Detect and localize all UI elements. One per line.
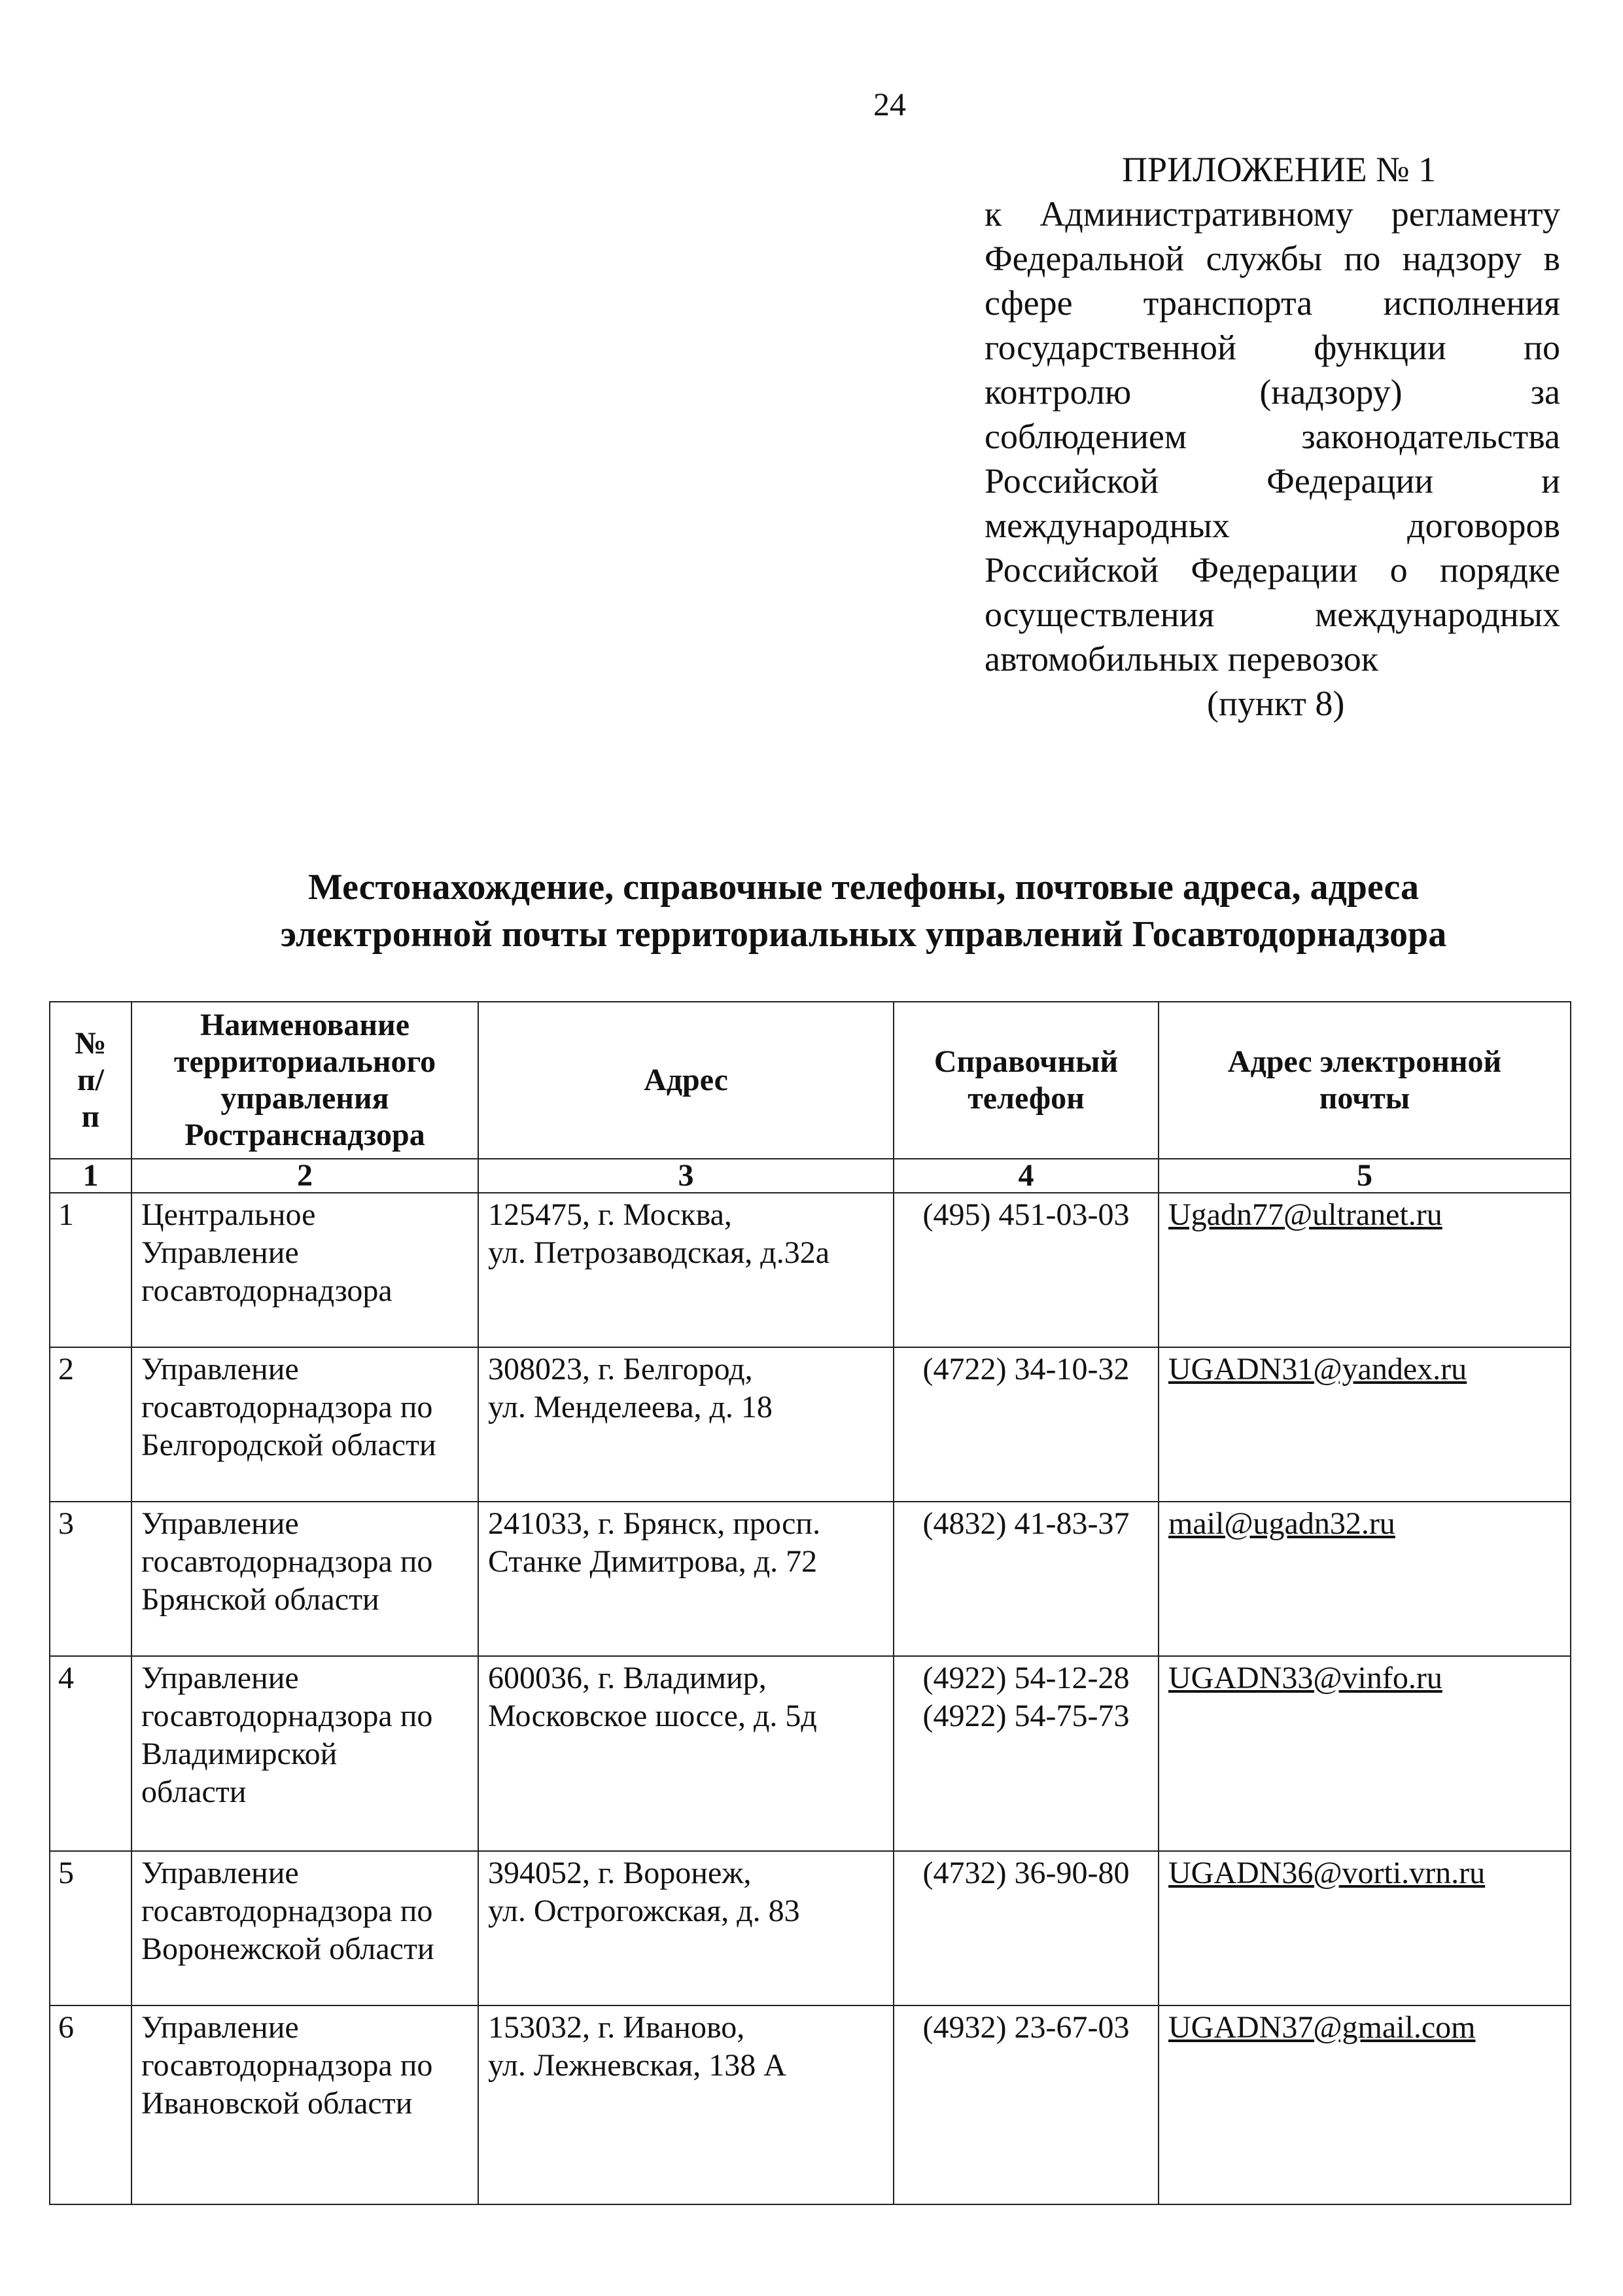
appendix-line: государственной функции по [985,328,1560,367]
offices-table [49,1001,1571,2205]
row-number: 3 [50,1502,131,1656]
office-address: 153032, г. Иваново, ул. Лежневская, 138 А [478,2005,894,2204]
column-number: 4 [894,1159,1159,1193]
appendix-line: сфере транспорта исполнения [985,283,1560,323]
row-number: 5 [50,1851,131,2005]
header-address: Адрес [478,1002,894,1159]
office-name: Управление госавтодорнадзора по Владимирской области [131,1656,478,1851]
office-name: Центральное Управление госавтодорнадзора [131,1193,478,1347]
office-email-link[interactable]: UGADN33@vinfo.ru [1168,1661,1442,1695]
column-number: 2 [131,1159,478,1193]
row-number: 1 [50,1193,131,1347]
appendix-line: Российской Федерации и [985,461,1560,501]
office-email-link[interactable]: UGADN36@vorti.vrn.ru [1168,1856,1486,1890]
office-address: 241033, г. Брянск, просп. Станке Димитрова, д. 72 [478,1502,894,1656]
document-title-line: электронной почты территориальных управлений Госавтодорнадзора [280,914,1447,955]
appendix-line: контролю (надзору) за [985,372,1560,412]
table-row [50,1656,1571,1851]
document-title [249,864,1478,958]
header-email: Адрес электронной почты [1159,1002,1571,1159]
office-email-link[interactable]: Ugadn77@ultranet.ru [1168,1197,1442,1232]
office-phone: (4922) 54-12-28 (4922) 54-75-73 [894,1656,1159,1851]
office-email-cell [1159,1656,1571,1851]
column-number: 5 [1159,1159,1571,1193]
office-email-cell [1159,1347,1571,1502]
office-phone: (495) 451-03-03 [894,1193,1159,1347]
header-number: № п/ п [50,1002,131,1159]
table-row [50,1347,1571,1502]
appendix-line: осуществления международных [985,595,1560,634]
appendix-title: ПРИЛОЖЕНИЕ № 1 [1122,150,1437,189]
office-address: 600036, г. Владимир, Московское шоссе, д. 5д [478,1656,894,1851]
table-row [50,1851,1571,2005]
office-name: Управление госавтодорнадзора по Ивановской области [131,2005,478,2204]
office-address: 308023, г. Белгород, ул. Менделеева, д. 18 [478,1347,894,1502]
appendix-line: соблюдением законодательства [985,417,1560,456]
office-email-link[interactable]: UGADN31@yandex.ru [1168,1352,1467,1386]
row-number: 6 [50,2005,131,2204]
table-header-row [50,1002,1571,1159]
office-name: Управление госавтодорнадзора по Белгородской области [131,1347,478,1502]
column-number: 3 [478,1159,894,1193]
office-phone: (4932) 23-67-03 [894,2005,1159,2204]
office-email-cell [1159,1193,1571,1347]
column-number: 1 [50,1159,131,1193]
office-email-cell [1159,2005,1571,2204]
office-name: Управление госавтодорнадзора по Брянской области [131,1502,478,1656]
table-row [50,1502,1571,1656]
column-number-row [50,1159,1571,1193]
office-phone: (4732) 36-90-80 [894,1851,1159,2005]
header-name: Наименование территориального управления Ространснадзора [131,1002,478,1159]
document-title-line: Местонахождение, справочные телефоны, почтовые адреса, адреса [307,867,1420,908]
office-phone: (4722) 34-10-32 [894,1347,1159,1502]
office-address: 125475, г. Москва, ул. Петрозаводская, д.32а [478,1193,894,1347]
office-email-cell [1159,1851,1571,2005]
office-email-cell [1159,1502,1571,1656]
appendix-line: международных договоров [985,506,1560,545]
table-row [50,2005,1571,2204]
appendix-line: к Административному регламенту [985,194,1560,234]
office-email-link[interactable]: UGADN37@gmail.com [1168,2010,1476,2045]
appendix-block [985,147,1560,726]
office-email-link[interactable]: mail@ugadn32.ru [1168,1506,1395,1541]
row-number: 2 [50,1347,131,1502]
appendix-line: Российской Федерации о порядке [985,550,1560,590]
row-number: 4 [50,1656,131,1851]
header-phone: Справочный телефон [894,1002,1159,1159]
office-address: 394052, г. Воронеж, ул. Острогожская, д. 83 [478,1851,894,2005]
appendix-line: Федеральной службы по надзору в [985,239,1560,278]
appendix-line: автомобильных перевозок [985,639,1378,679]
office-phone: (4832) 41-83-37 [894,1502,1159,1656]
table-row [50,1193,1571,1347]
appendix-point: (пункт 8) [1207,684,1345,723]
office-name: Управление госавтодорнадзора по Воронежской области [131,1851,478,2005]
page-number: 24 [873,86,906,122]
